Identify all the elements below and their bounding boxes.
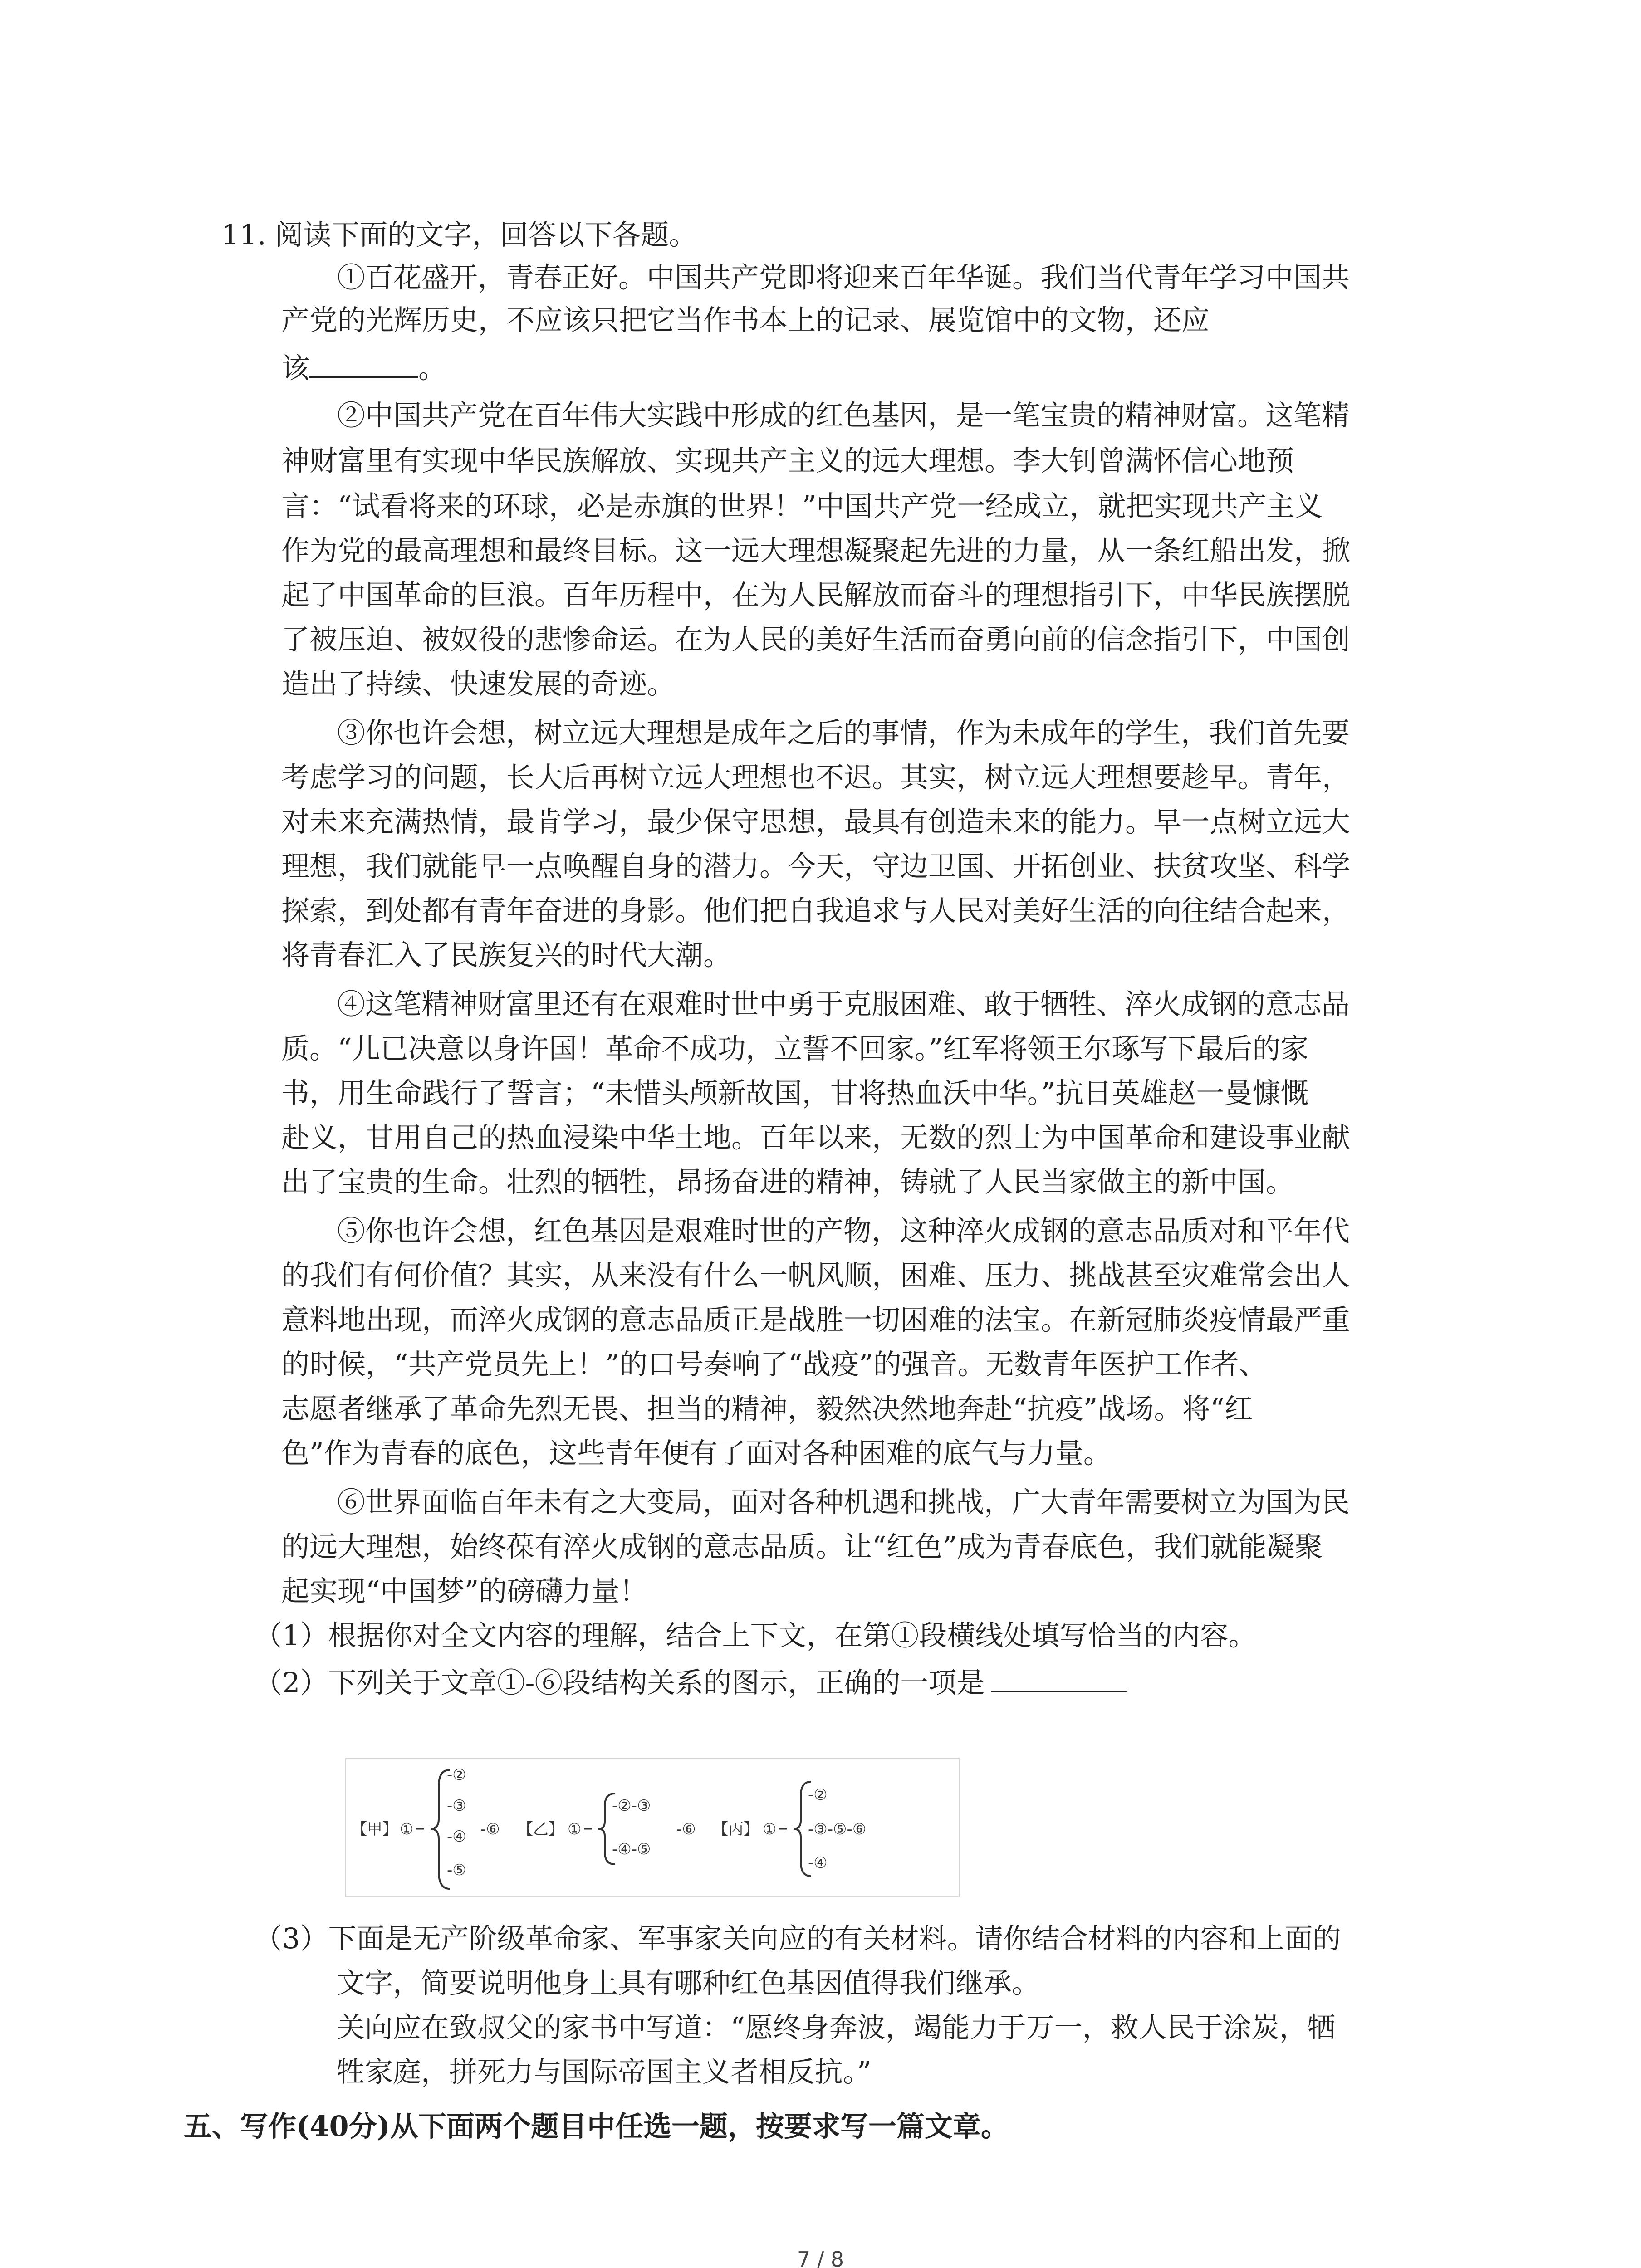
para1-suffix: 。 [418,352,447,385]
diagram-bing-n2: -② [808,1786,828,1804]
para3-line-3: 对未来充满热情，最肯学习，最少保守思想，最具有创造未来的能力。早一点树立远大 [281,805,1351,838]
answer-blank-2[interactable] [991,1666,1127,1692]
diagram-jia-n3: -③ [447,1797,466,1815]
question-title: 11. 阅读下面的文字，回答以下各题。 [221,218,697,251]
para4-line-4: 赴义，甘用自己的热血浸染中华土地。百年以来，无数的烈士为中国革命和建设事业献 [281,1121,1351,1154]
para2-line-4: 作为党的最高理想和最终目标。这一远大理想凝聚起先进的力量，从一条红船出发，掀 [281,534,1351,567]
para4-line-3: 书，用生命践行了誓言；“未惜头颅新故国，甘将热血沃中华。”抗日英雄赵一曼慷慨 [281,1076,1309,1110]
diagram-bing-n4: -④ [808,1854,828,1872]
sub-question-3-line-3: 关向应在致叔父的家书中写道：“愿终身奔波，竭能力于万一，救人民于涂炭，牺 [337,2011,1336,2044]
para3-line-4: 理想，我们就能早一点唤醒自身的潜力。今天，守边卫国、开拓创业、扶贫攻坚、科学 [281,850,1351,883]
section-5-heading: 五、写作(40分)从下面两个题目中任选一题，按要求写一篇文章。 [184,2110,1009,2143]
para3-line-1: ③你也许会想，树立远大理想是成年之后的事情，作为未成年的学生，我们首先要 [337,716,1350,749]
para2-line-1: ②中国共产党在百年伟大实践中形成的红色基因，是一笔宝贵的精神财富。这笔精 [337,399,1350,432]
para1-line-3 [281,352,447,385]
diagram-yi-n2-n3: -②-③ [612,1797,651,1815]
para5-line-1: ⑤你也许会想，红色基因是艰难时世的产物，这种淬火成钢的意志品质对和平年代 [337,1214,1350,1247]
para1-prefix: 该 [281,352,310,385]
diagram-yi-n6: -⑥ [676,1820,696,1838]
answer-blank-1[interactable] [309,352,418,378]
para6-line-3: 起实现“中国梦”的磅礴力量！ [281,1574,648,1608]
para6-line-1: ⑥世界面临百年未有之大变局，面对各种机遇和挑战，广大青年需要树立为国为民 [337,1486,1350,1519]
diagram-jia-n1: ① [400,1820,414,1838]
page-number: 7 / 8 [797,2247,844,2268]
para5-line-4: 的时候，“共产党员先上！”的口号奏响了“战疫”的强音。无数青年医护工作者、 [281,1348,1267,1381]
para6-line-2: 的远大理想，始终葆有淬火成钢的意志品质。让“红色”成为青春底色，我们就能凝聚 [281,1530,1323,1563]
para5-line-5: 志愿者继承了革命先烈无畏、担当的精神，毅然决然地奔赴“抗疫”战场。将“红 [281,1392,1253,1425]
diagram-yi-n1: ① [568,1820,582,1838]
diagram-bing-n1: ① [763,1820,777,1838]
diagram-jia-n5: -⑤ [447,1861,466,1879]
para2-line-6: 了被压迫、被奴役的悲惨命运。在为人民的美好生活而奋勇向前的信念指引下，中国创 [281,623,1351,656]
para2-line-3: 言：“试看将来的环球，必是赤旗的世界！”中国共产党一经成立，就把实现共产主义 [281,489,1323,523]
para3-line-5: 探索，到处都有青年奋进的身影。他们把自我追求与人民对美好生活的向往结合起来， [281,894,1351,927]
para4-line-5: 出了宝贵的生命。壮烈的牺牲，昂扬奋进的精神，铸就了人民当家做主的新中国。 [281,1165,1294,1198]
para2-line-2: 神财富里有实现中华民族解放、实现共产主义的远大理想。李大钊曾满怀信心地预 [281,444,1294,477]
para5-line-3: 意料地出现，而淬火成钢的意志品质正是战胜一切困难的法宝。在新冠肺炎疫情最严重 [281,1303,1351,1336]
sub-question-1: （1）根据你对全文内容的理解，结合上下文，在第①段横线处填写恰当的内容。 [254,1619,1257,1652]
para3-line-2: 考虑学习的问题，长大后再树立远大理想也不迟。其实，树立远大理想要趁早。青年， [281,761,1351,794]
sub-question-3-line-4: 牲家庭，拼死力与国际帝国主义者相反抗。” [337,2055,872,2088]
para2-line-7: 造出了持续、快速发展的奇迹。 [281,667,676,700]
sub-question-3-line-2: 文字，简要说明他身上具有哪种红色基因值得我们继承。 [337,1966,1040,1999]
diagram-label-jia: 【甲】 [352,1820,398,1838]
sub-question-3-line-1: （3）下面是无产阶级革命家、军事家关向应的有关材料。请你结合材料的内容和上面的 [254,1922,1341,1955]
diagram-yi-n4-n5: -④-⑤ [612,1840,651,1858]
diagram-label-bing: 【丙】 [713,1820,759,1838]
structure-diagram [345,1758,960,1897]
sub-question-2-text: （2）下列关于文章①-⑥段结构关系的图示，正确的一项是 [254,1666,985,1699]
diagram-jia-n4: -④ [447,1828,466,1846]
para4-line-1: ④这笔精神财富里还有在艰难时世中勇于克服困难、敢于牺牲、淬火成钢的意志品 [337,987,1350,1021]
para4-line-2: 质。“儿已决意以身许国！革命不成功，立誓不回家。”红军将领王尔琢写下最后的家 [281,1032,1309,1065]
para1-line-1: ①百花盛开，青春正好。中国共产党即将迎来百年华诞。我们当代青年学习中国共 [337,261,1350,294]
sub-question-2 [254,1666,1127,1697]
diagram-bing-n3-n5-n6: -③-⑤-⑥ [808,1820,867,1838]
para5-line-2: 的我们有何价值？其实，从来没有什么一帆风顺，困难、压力、挑战甚至灾难常会出人 [281,1259,1351,1292]
para5-line-6: 色”作为青春的底色，这些青年便有了面对各种困难的底气与力量。 [281,1437,1112,1470]
diagram-jia-n2: -② [447,1766,466,1784]
diagram-label-yi: 【乙】 [518,1820,564,1838]
para3-line-6: 将青春汇入了民族复兴的时代大潮。 [281,938,732,972]
para2-line-5: 起了中国革命的巨浪。百年历程中，在为人民解放而奋斗的理想指引下，中华民族摆脱 [281,578,1351,611]
para1-line-2: 产党的光辉历史，不应该只把它当作书本上的记录、展览馆中的文物，还应 [281,303,1210,337]
diagram-jia-n6: -⑥ [480,1820,500,1838]
